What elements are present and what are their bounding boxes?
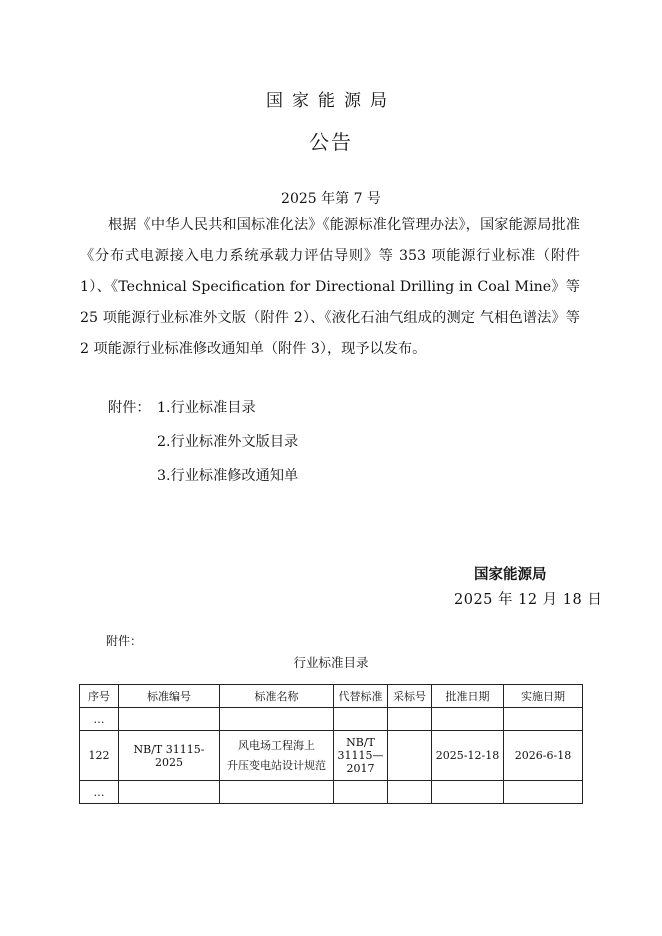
code-cell: NB/T 31115-2025 — [119, 731, 220, 781]
attachment-item-3: 3.行业标准修改通知单 — [157, 468, 299, 484]
column-header: 批准日期 — [432, 685, 504, 708]
signing-organization: 国家能源局 — [474, 566, 547, 583]
column-header: 实施日期 — [504, 685, 583, 708]
adopted-cell — [388, 731, 432, 781]
column-header: 采标号 — [388, 685, 432, 708]
column-header: 标准名称 — [220, 685, 334, 708]
table-row-ellipsis — [80, 708, 583, 731]
column-header: 序号 — [80, 685, 119, 708]
ellipsis-cell: … — [80, 708, 119, 731]
attachment-item-1: 1.行业标准目录 — [157, 400, 256, 416]
attachment-item-2: 2.行业标准外文版目录 — [157, 434, 299, 450]
page-title: 公告 — [309, 130, 353, 154]
replace-line: 31115— — [337, 749, 384, 762]
replace-line: NB/T — [346, 736, 375, 749]
table-header-row — [80, 685, 583, 708]
table-row-ellipsis — [80, 781, 583, 804]
table-row — [80, 731, 583, 781]
issuer-heading: 国家能源局 — [266, 91, 396, 111]
approve-date-cell: 2025-12-18 — [432, 731, 504, 781]
effective-date-cell: 2026-6-18 — [504, 731, 583, 781]
signing-date: 2025 年 12 月 18 日 — [454, 592, 603, 608]
seq-cell: 122 — [80, 731, 119, 781]
ellipsis-cell: … — [80, 781, 119, 804]
column-header: 代替标准 — [334, 685, 388, 708]
column-header: 标准编号 — [119, 685, 220, 708]
announcement-body: 根据《中华人民共和国标准化法》《能源标准化管理办法》，国家能源局批准《分布式电源接入电力系统承载力评估导则》等 353 项能源行业标准（附件 1）、《Technical Specification for Directional Drilling in Coal Mine》等 25 项能源行业标准外文版（附件 2）、《液化石油气组成的测定 气相色谱法》等 2 项能源行业标准修改通知单（附件 3），现予以发布。 — [80, 217, 580, 357]
document-number: 2025 年第 7 号 — [281, 191, 381, 207]
standards-table — [79, 684, 583, 804]
appendix-label: 附件： — [106, 634, 143, 648]
attachments-label: 附件： — [108, 400, 151, 416]
replace-line: 2017 — [346, 762, 375, 775]
name-line: 风电场工程海上 — [238, 738, 315, 752]
standards-list-title: 行业标准目录 — [293, 655, 369, 670]
name-cell — [220, 731, 334, 781]
name-line: 升压变电站设计规范 — [227, 758, 326, 772]
replace-cell — [334, 731, 388, 781]
